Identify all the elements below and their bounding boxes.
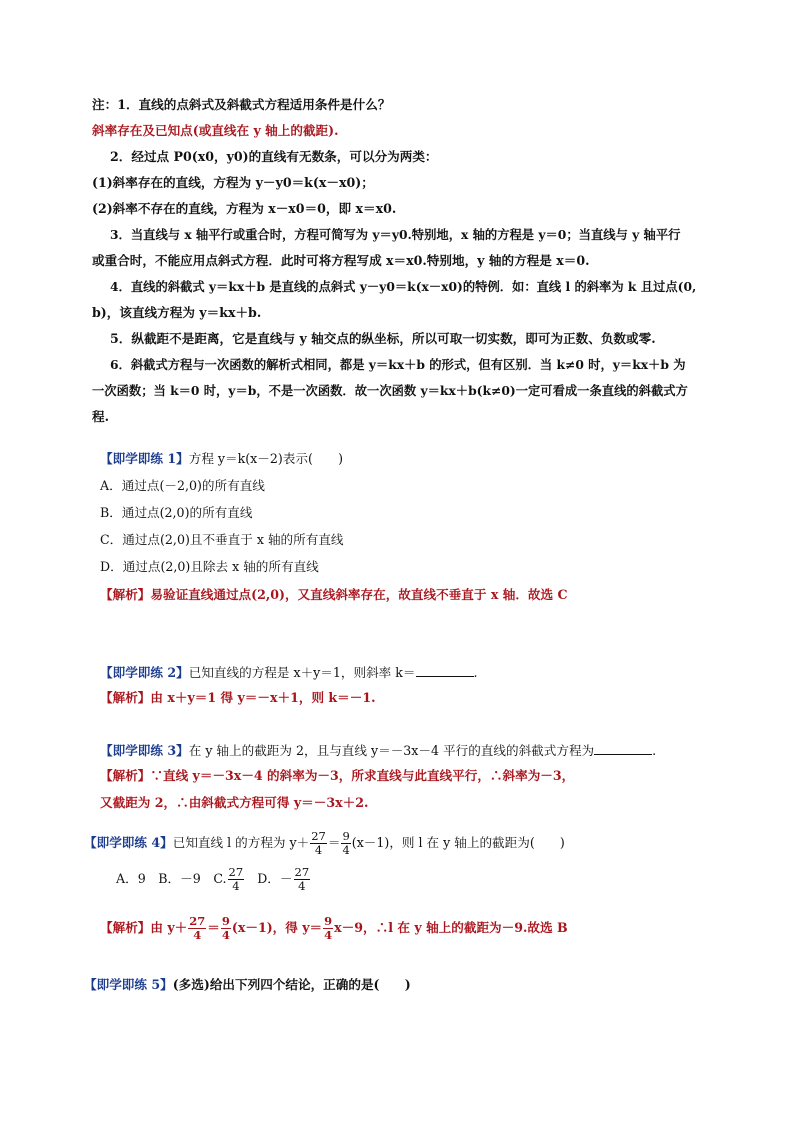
fraction-numerator: 9 <box>221 914 230 928</box>
fraction-denominator: 4 <box>221 928 230 942</box>
exercise-2-answer-blank[interactable] <box>416 664 474 677</box>
fraction-9-over-4 <box>341 830 350 857</box>
note-3-line-2: 或重合时，不能应用点斜式方程．此时可将方程写成 x＝x0.特别地，y 轴的方程是 x＝0. <box>92 253 590 268</box>
note-4-line-2: b)，该直线方程为 y＝kx＋b. <box>92 305 262 320</box>
note-4-line-1: 4．直线的斜截式 y＝kx＋b 是直线的点斜式 y－y0＝k(x－x0)的特例．如：直线 l 的斜率为 k 且过点(0, <box>110 279 697 294</box>
note-2-case-2: (2)斜率不存在的直线，方程为 x－x0＝0，即 x＝x0. <box>92 201 397 216</box>
exercise-4-option-d: D．－ <box>257 871 293 886</box>
note-3-line-1: 3．当直线与 x 轴平行或重合时，方程可简写为 y＝y0.特别地，x 轴的方程是 y＝0；当直线与 y 轴平行 <box>110 227 681 242</box>
analysis-start: 【解析】由 y＋ <box>100 920 188 935</box>
exercise-5-stem <box>84 977 411 993</box>
option-d-fraction <box>294 866 311 893</box>
exercise-4-options <box>116 866 311 893</box>
exercise-3-analysis-line-1: 【解析】∵直线 y＝－3x－4 的斜率为－3，所求直线与此直线平行，∴斜率为－3， <box>100 768 575 783</box>
exercise-3-question: 在 y 轴上的截距为 2，且与直线 y＝－3x－4 平行的直线的斜截式方程为 <box>188 743 595 758</box>
exercise-5-question: (多选)给出下列四个结论，正确的是( ) <box>172 977 411 992</box>
fraction-denominator: 4 <box>193 928 202 942</box>
exercise-3-answer-blank[interactable] <box>594 742 652 755</box>
exercise-2-analysis: 【解析】由 x＋y＝1 得 y＝－x＋1，则 k＝－1. <box>100 690 376 705</box>
fraction-numerator: 27 <box>228 865 244 879</box>
fraction-numerator: 27 <box>311 829 326 843</box>
note-6-line-1: 6．斜截式方程与一次函数的解析式相同，都是 y＝kx＋b 的形式，但有区别．当 k≠0 时，y＝kx＋b 为 <box>110 357 686 372</box>
note-6-line-3: 程. <box>92 409 109 424</box>
exercise-5-tag: 【即学即练 5】 <box>84 977 173 992</box>
analysis-end: x－9，∴l 在 y 轴上的截距为－9.故选 B <box>334 920 568 935</box>
note-5: 5．纵截距不是距离，它是直线与 y 轴交点的纵坐标，所以可取一切实数，即可为正数、负数或零. <box>110 331 656 346</box>
exercise-1-question: 方程 y＝k(x－2)表示( ) <box>188 451 343 466</box>
exercise-4-tag: 【即学即练 4】 <box>84 835 173 850</box>
exercise-3-stem <box>100 742 656 759</box>
exercise-4-stem <box>84 830 565 857</box>
fraction-27-over-4 <box>310 830 327 857</box>
exercise-2-end: . <box>473 665 478 680</box>
fraction-numerator: 27 <box>189 914 206 928</box>
analysis-fraction-9-over-4-b <box>323 915 333 942</box>
analysis-fraction-9-over-4-a <box>221 915 231 942</box>
fraction-denominator: 4 <box>324 928 333 942</box>
exercise-2-stem <box>100 664 478 681</box>
exercise-4-options-abc: A．9 B．－9 C. <box>116 871 227 886</box>
exercise-2-question: 已知直线的方程是 x＋y＝1，则斜率 k＝ <box>188 665 416 680</box>
option-c-fraction <box>228 866 245 893</box>
exercise-4-question-start: 已知直线 l 的方程为 y＋ <box>172 835 310 850</box>
analysis-fraction-27-over-4 <box>188 915 206 942</box>
equals-sign: ＝ <box>327 835 341 850</box>
exercise-2-tag: 【即学即练 2】 <box>100 665 189 680</box>
note-6-line-2: 一次函数；当 k＝0 时，y＝b，不是一次函数．故一次函数 y＝kx＋b(k≠0)一定可看成一条直线的斜截式方 <box>92 383 688 398</box>
fraction-denominator: 4 <box>232 879 240 893</box>
note-1-title: 注：1．直线的点斜式及斜截式方程适用条件是什么？ <box>92 97 391 112</box>
note-2-intro: 2．经过点 P0(x0，y0)的直线有无数条，可以分为两类： <box>110 149 438 164</box>
exercise-3-analysis-line-2: 又截距为 2，∴由斜截式方程可得 y＝－3x＋2. <box>100 795 369 810</box>
exercise-1-option-d: D．通过点(2,0)且除去 x 轴的所有直线 <box>100 559 319 574</box>
exercise-1-analysis: 【解析】易验证直线通过点(2,0)，又直线斜率存在，故直线不垂直于 x 轴．故选 C <box>100 587 568 602</box>
exercise-4-analysis <box>100 915 568 942</box>
exercise-1-tag: 【即学即练 1】 <box>100 451 189 466</box>
fraction-denominator: 4 <box>298 879 306 893</box>
analysis-equals: ＝ <box>207 920 220 935</box>
note-1-answer: 斜率存在及已知点(或直线在 y 轴上的截距). <box>92 123 339 138</box>
exercise-4-question-end: (x－1)，则 l 在 y 轴上的截距为( ) <box>351 835 565 850</box>
fraction-numerator: 9 <box>324 914 333 928</box>
exercise-3-tag: 【即学即练 3】 <box>100 743 189 758</box>
fraction-denominator: 4 <box>342 843 350 857</box>
exercise-1-option-a: A．通过点(－2,0)的所有直线 <box>100 478 265 493</box>
exercise-1-stem <box>100 451 343 467</box>
note-2-case-1: (1)斜率存在的直线，方程为 y－y0＝k(x－x0)； <box>92 175 374 190</box>
fraction-numerator: 9 <box>342 829 350 843</box>
fraction-denominator: 4 <box>314 843 323 857</box>
fraction-numerator: 27 <box>294 865 310 879</box>
exercise-1-option-c: C．通过点(2,0)且不垂直于 x 轴的所有直线 <box>100 532 344 547</box>
exercise-1-option-b: B．通过点(2,0)的所有直线 <box>100 505 253 520</box>
analysis-middle: (x－1)，得 y＝ <box>231 920 323 935</box>
exercise-3-end: . <box>652 743 657 758</box>
